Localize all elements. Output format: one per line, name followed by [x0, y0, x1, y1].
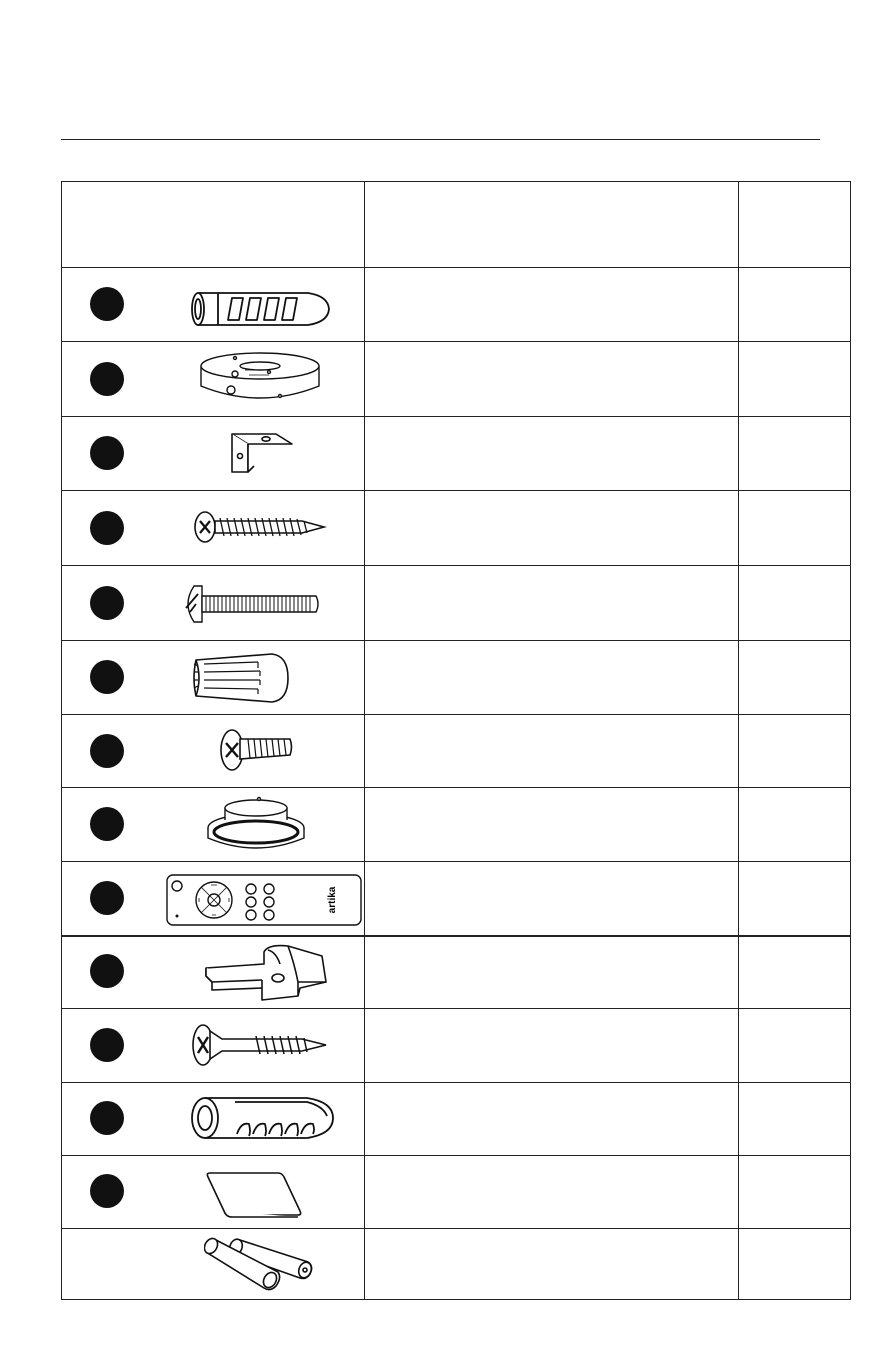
row-divider [62, 1082, 850, 1083]
remote-holder-icon [202, 942, 330, 1002]
row-divider [62, 714, 850, 715]
machine-screw-icon [180, 582, 322, 626]
part-marker [90, 1028, 124, 1062]
row-divider [62, 1008, 850, 1009]
batteries-icon [204, 1232, 316, 1298]
part-marker [90, 881, 124, 915]
adhesive-pad-icon [202, 1167, 306, 1219]
part-marker [90, 511, 124, 545]
short-screw-icon [218, 725, 294, 775]
l-bracket-icon [220, 426, 300, 476]
wall-anchor-icon [189, 1090, 335, 1146]
part-marker [90, 1101, 124, 1135]
wire-nut-icon [190, 650, 292, 706]
row-divider [62, 565, 850, 566]
wood-screw-icon [192, 507, 328, 547]
row-divider [62, 935, 850, 937]
row-divider [62, 787, 850, 788]
large-plastic-anchor-icon [190, 288, 332, 330]
part-marker [90, 436, 124, 470]
row-divider [62, 1155, 850, 1156]
row-divider [62, 416, 850, 417]
remote-brand: artika [327, 886, 338, 914]
countersunk-screw-icon [190, 1021, 330, 1069]
remote-control-icon [165, 873, 363, 927]
part-marker [90, 807, 124, 841]
part-marker [90, 1174, 124, 1208]
row-divider [62, 341, 850, 342]
part-marker [90, 287, 124, 321]
part-marker [90, 586, 124, 620]
part-marker [90, 362, 124, 396]
mounting-plate-icon [197, 350, 323, 406]
canopy-icon [205, 794, 307, 854]
parts-table [61, 181, 851, 1300]
column-divider [738, 182, 739, 1299]
row-divider [62, 267, 850, 268]
column-divider [364, 182, 365, 1299]
part-marker [90, 660, 124, 694]
row-divider [62, 861, 850, 862]
part-marker [90, 734, 124, 768]
header-rule [61, 139, 820, 140]
part-marker [90, 954, 124, 988]
row-divider [62, 640, 850, 641]
row-divider [62, 490, 850, 491]
row-divider [62, 1228, 850, 1229]
